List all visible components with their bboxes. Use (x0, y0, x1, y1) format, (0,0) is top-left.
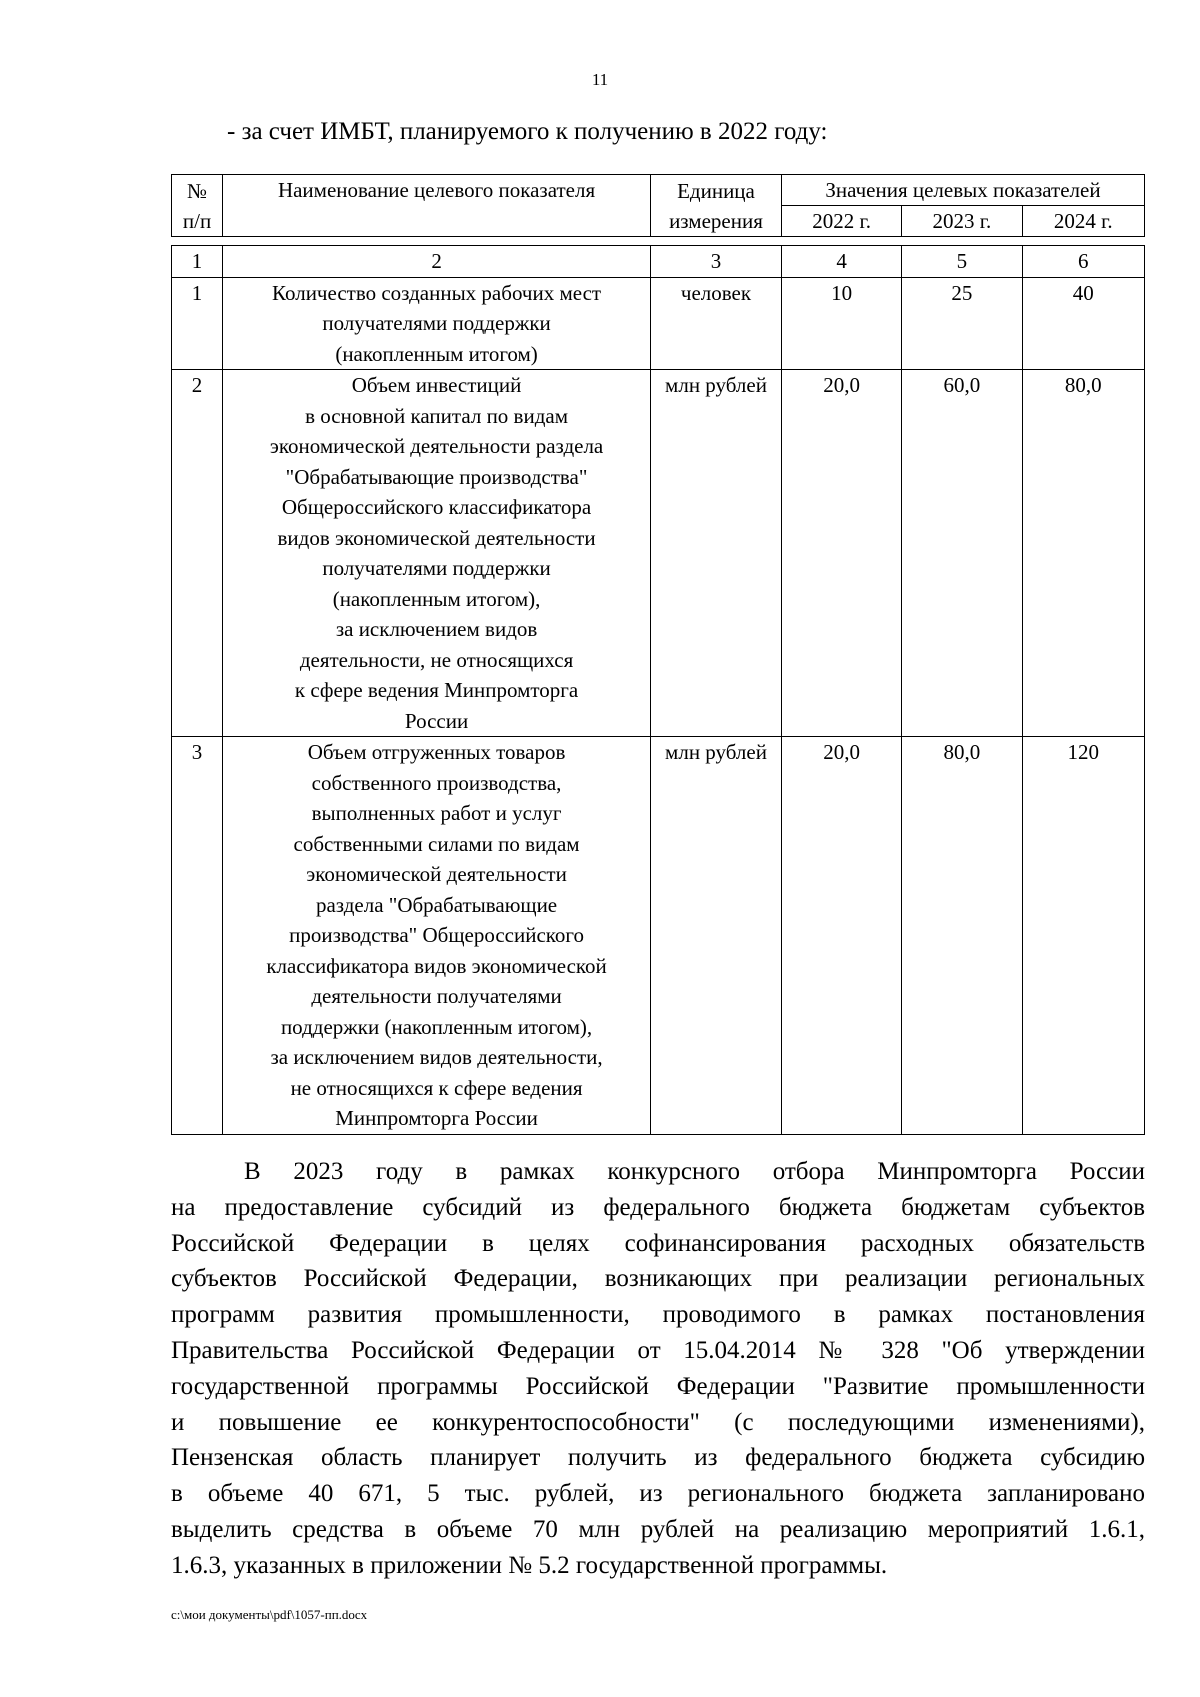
row-num: 3 (172, 737, 223, 1135)
row-name-line: экономической деятельности (306, 862, 567, 886)
indicator-table-header (171, 174, 1145, 237)
row-name-line: Минпромторга России (335, 1106, 538, 1130)
table-row (172, 277, 1145, 370)
body-paragraph (171, 1154, 1145, 1584)
column-number: 2 (223, 246, 651, 278)
row-value-2022: 20,0 (781, 370, 901, 737)
paragraph-line: в объеме 40 671, 5 тыс. рублей, из регионального бюджета запланировано (171, 1480, 1145, 1508)
row-name-line: Количество созданных рабочих мест (272, 280, 602, 305)
column-number: 6 (1022, 246, 1144, 278)
column-number: 5 (902, 246, 1022, 278)
indicator-table-body (171, 245, 1145, 1135)
row-num: 1 (172, 277, 223, 370)
paragraph-line: В 2023 году в рамках конкурсного отбора Минпромторга России (244, 1158, 1145, 1185)
column-number: 4 (781, 246, 901, 278)
row-value-2022: 10 (781, 277, 901, 370)
header-name: Наименование целевого показателя (223, 175, 651, 237)
row-value-2024: 40 (1022, 277, 1144, 370)
row-value-2023: 80,0 (902, 737, 1022, 1135)
row-value-2023: 60,0 (902, 370, 1022, 737)
header-values-title: Значения целевых показателей (781, 175, 1144, 206)
row-name-line: поддержки (накопленным итогом), (280, 1014, 593, 1039)
row-name-line: Объем отгруженных товаров (307, 740, 566, 764)
file-path-footer: c:\мои документы\pdf\1057-пп.docx (171, 1607, 368, 1622)
row-name-line: Общероссийского классификатора (281, 495, 592, 519)
row-name-line: (накопленным итогом) (335, 341, 538, 366)
row-name-line: за исключением видов деятельности, (270, 1045, 603, 1069)
row-name-line: деятельности получателями (311, 984, 562, 1008)
paragraph-line: Российской Федерации в целях софинансирования расходных обязательств (171, 1229, 1145, 1257)
paragraph-line: 1.6.3, указанных в приложении № 5.2 государственной программы. (171, 1551, 888, 1579)
paragraph-line: выделить средства в объеме 70 млн рублей на реализацию мероприятий 1.6.1, (171, 1515, 1145, 1543)
page-number: 11 (591, 70, 609, 89)
row-num: 2 (172, 370, 223, 737)
paragraph-line: на предоставление субсидий из федерального бюджета бюджетам субъектов (171, 1193, 1145, 1221)
row-name-line: классификатора видов экономической (266, 953, 607, 978)
row-name-line: видов экономической деятельности (277, 525, 596, 550)
header-num: № п/п (172, 175, 223, 237)
header-unit: Единица измерения (651, 175, 782, 237)
row-name-line: получателями поддержки (322, 556, 551, 580)
row-name-line: выполненных работ и услуг (311, 801, 562, 825)
row-name-line: за исключением видов (335, 617, 538, 641)
column-number: 1 (172, 246, 223, 278)
row-name-line: "Обрабатывающие производства" (285, 464, 588, 489)
row-value-2022: 20,0 (781, 737, 901, 1135)
row-unit: человек (651, 277, 782, 370)
row-value-2023: 25 (902, 277, 1022, 370)
column-number-row (172, 246, 1145, 278)
row-value-2024: 120 (1022, 737, 1144, 1135)
row-value-2024: 80,0 (1022, 370, 1144, 737)
row-name-line: не относящихся к сфере ведения (290, 1075, 583, 1100)
row-name (223, 737, 651, 1135)
row-name-line: в основной капитал по видам (305, 403, 569, 428)
row-unit: млн рублей (651, 737, 782, 1135)
table-row (172, 370, 1145, 737)
paragraph-line: и повышение ее конкурентоспособности" (с последующими изменениями), (171, 1408, 1145, 1436)
header-year: 2024 г. (1022, 206, 1145, 237)
row-name-line: экономической деятельности раздела (269, 434, 604, 458)
row-name-line: деятельности, не относящихся (299, 647, 574, 672)
header-year: 2023 г. (902, 206, 1022, 237)
row-name-line: производства" Общероссийского (289, 923, 585, 947)
row-name-line: собственными силами по видам (293, 831, 580, 856)
paragraph-line: государственной программы Российской Федерации "Развитие промышленности (171, 1372, 1145, 1400)
paragraph-line: субъектов Российской Федерации, возникающих при реализации региональных (171, 1265, 1145, 1293)
row-name-line: к сфере ведения Минпромторга (294, 678, 579, 702)
row-name-line: (накопленным итогом), (332, 586, 541, 611)
row-name-line: России (404, 708, 469, 733)
row-name (223, 277, 651, 370)
paragraph-line: Пензенская область планирует получить из федерального бюджета субсидию (171, 1444, 1145, 1472)
column-number: 3 (651, 246, 782, 278)
table-row (172, 737, 1145, 1135)
row-name-line: раздела "Обрабатывающие (315, 892, 558, 917)
header-year: 2022 г. (781, 206, 901, 237)
row-name (223, 370, 651, 737)
row-unit: млн рублей (651, 370, 782, 737)
row-name-line: Объем инвестиций (351, 373, 522, 397)
row-name-line: получателями поддержки (322, 311, 551, 335)
row-name-line: собственного производства, (311, 770, 562, 795)
intro-text: - за счет ИМБТ, планируемого к получению в 2022 году: (227, 118, 828, 145)
paragraph-line: программ развития промышленности, проводимого в рамках постановления (171, 1301, 1145, 1329)
paragraph-line: Правительства Российской Федерации от 15.04.2014 № 328 "Об утверждении (171, 1336, 1145, 1364)
